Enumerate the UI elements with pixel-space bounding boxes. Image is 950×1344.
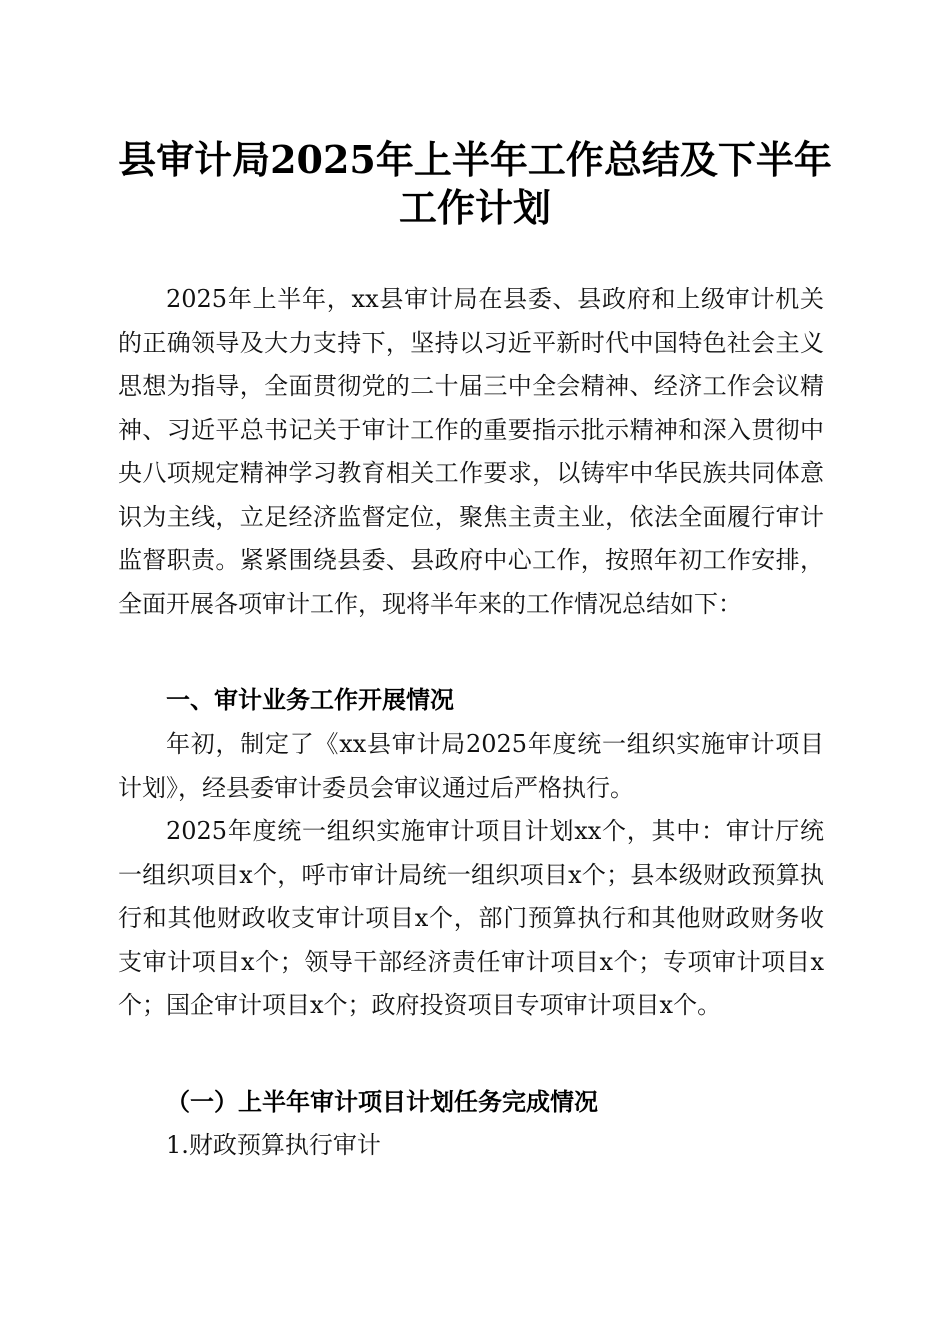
projects-paragraph: 2025年度统一组织实施审计项目计划xx个，其中：审计厅统一组织项目x个，呼市审计局统一组织项目x个；县本级财政预算执行和其他财政收支审计项目x个，部门预算执行和其他财政财务收支审计项目x个；领导干部经济责任审计项目x个；专项审计项目x个；国企审计项目x个；政府投资项目专项审计项目x个。 xyxy=(118,817,824,1019)
section-heading-1: 一、审计业务工作开展情况 xyxy=(166,686,454,714)
plan-paragraph: 年初，制定了《xx县审计局2025年度统一组织实施审计项目计划》，经县委审计委员会审议通过后严格执行。 xyxy=(118,730,824,802)
list-item-1: 1.财政预算执行审计 xyxy=(166,1131,381,1159)
intro-paragraph: 2025年上半年，xx县审计局在县委、县政府和上级审计机关的正确领导及大力支持下，坚持以习近平新时代中国特色社会主义思想为指导，全面贯彻党的二十届三中全会精神、经济工作会议精神、习近平总书记关于审计工作的重要指示批示精神和深入贯彻中央八项规定精神学习教育相关工作要求，以铸牢中华民族共同体意识为主线，立足经济监督定位，聚焦主责主业，依法全面履行审计监督职责。紧紧围绕县委、县政府中心工作，按照年初工作安排，全面开展各项审计工作，现将半年来的工作情况总结如下： xyxy=(118,285,824,618)
document-title: 县审计局2025年上半年工作总结及下半年工作计划 xyxy=(118,137,832,230)
subsection-heading-1: （一）上半年审计项目计划任务完成情况 xyxy=(166,1087,598,1116)
